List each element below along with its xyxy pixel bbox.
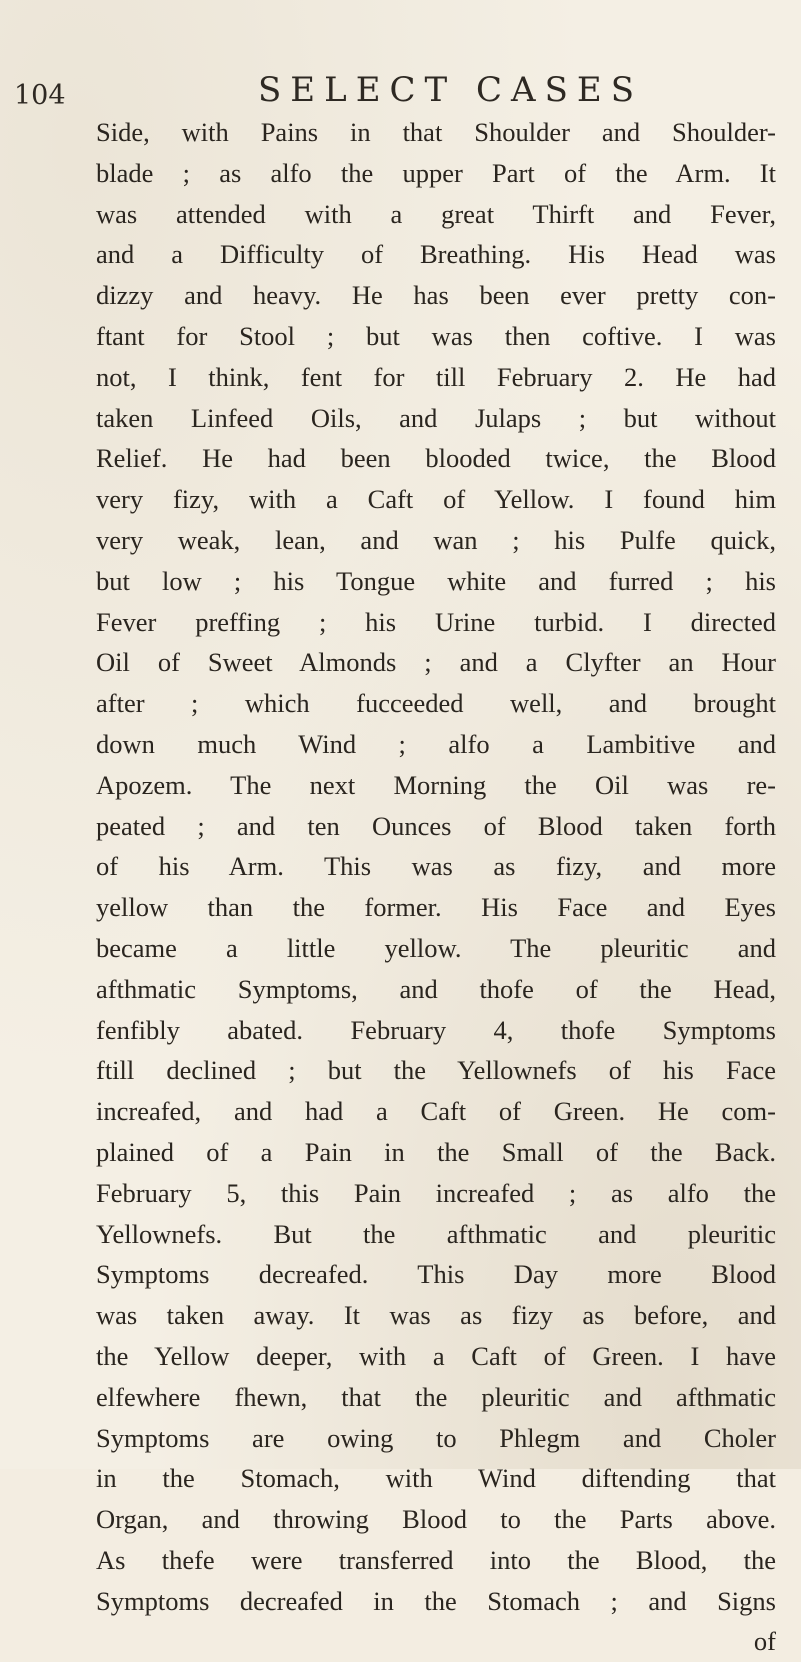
text-line: Yellownefs. But the afthmatic and pleuritic <box>96 1218 776 1249</box>
text-line: was attended with a great Thirft and Fever, <box>96 198 776 229</box>
text-line: after ; which fucceeded well, and brought <box>96 688 776 719</box>
page-number: 104 <box>14 80 66 111</box>
text-line: and a Difficulty of Breathing. His Head was <box>96 239 776 270</box>
text-line: taken Linfeed Oils, and Julaps ; but without <box>96 402 776 433</box>
text-line: of his Arm. This was as fizy, and more <box>96 851 776 882</box>
text-line: Side, with Pains in that Shoulder and Shoulder- <box>96 117 776 147</box>
text-line: ftill declined ; but the Yellownefs of his Face <box>96 1055 776 1086</box>
text-line: yellow than the former. His Face and Eyes <box>96 892 776 923</box>
text-line: dizzy and heavy. He has been ever pretty con- <box>96 280 776 311</box>
text-line: Symptoms are owing to Phlegm and Choler <box>96 1422 776 1453</box>
text-line: was taken away. It was as fizy as before, and <box>96 1300 776 1331</box>
text-line: not, I think, fent for till February 2. He had <box>96 361 776 392</box>
text-line: Apozem. The next Morning the Oil was re- <box>96 769 776 800</box>
running-title: SELECT CASES <box>258 70 643 110</box>
text-line: but low ; his Tongue white and furred ; his <box>96 565 776 596</box>
text-line: fenfibly abated. February 4, thofe Symptoms <box>96 1014 776 1045</box>
text-line: Organ, and throwing Blood to the Parts above. <box>96 1504 776 1535</box>
text-line: elfewhere fhewn, that the pleuritic and afthmatic <box>96 1381 776 1412</box>
text-line: very weak, lean, and wan ; his Pulfe quick, <box>96 524 776 555</box>
text-line: increafed, and had a Caft of Green. He com- <box>96 1096 776 1127</box>
text-line: down much Wind ; alfo a Lambitive and <box>96 728 776 759</box>
text-line: Relief. He had been blooded twice, the Blood <box>96 443 776 474</box>
text-line: As thefe were transferred into the Blood, the <box>96 1544 776 1575</box>
text-line: the Yellow deeper, with a Caft of Green. I have <box>96 1340 776 1371</box>
body-text <box>96 112 776 1662</box>
text-line: plained of a Pain in the Small of the Back. <box>96 1136 776 1167</box>
text-line: February 5, this Pain increafed ; as alfo the <box>96 1177 776 1208</box>
text-line: peated ; and ten Ounces of Blood taken forth <box>96 810 776 841</box>
text-line: blade ; as alfo the upper Part of the Arm. It <box>96 157 776 188</box>
text-line: afthmatic Symptoms, and thofe of the Head, <box>96 973 776 1004</box>
text-line: Oil of Sweet Almonds ; and a Clyfter an Hour <box>96 647 776 678</box>
text-line: very fizy, with a Caft of Yellow. I found him <box>96 484 776 515</box>
catchword: of <box>753 1626 776 1657</box>
text-line: became a little yellow. The pleuritic and <box>96 932 776 963</box>
text-line: Fever preffing ; his Urine turbid. I directed <box>96 606 776 637</box>
text-line: Symptoms decreafed in the Stomach ; and Signs <box>96 1585 776 1616</box>
text-line: in the Stomach, with Wind diftending that <box>96 1463 776 1494</box>
text-line: ftant for Stool ; but was then coftive. I was <box>96 320 776 351</box>
text-line: Symptoms decreafed. This Day more Blood <box>96 1259 776 1290</box>
